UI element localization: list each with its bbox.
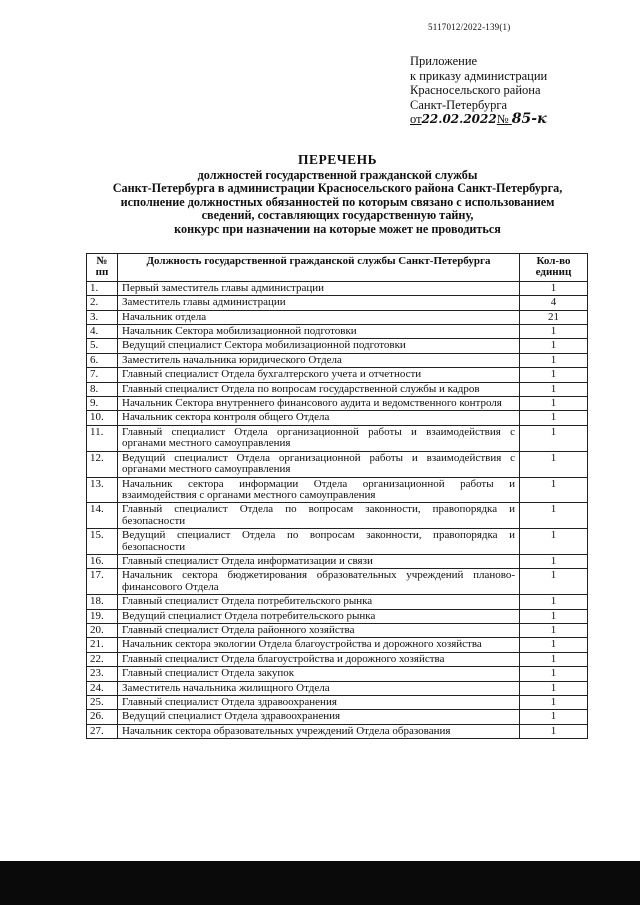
row-number: 13. — [87, 477, 118, 503]
appendix-line: Красносельского района — [410, 83, 541, 98]
heading-line: конкурс при назначении на которые может не проводиться — [174, 221, 501, 236]
table-row — [87, 477, 588, 503]
row-count: 1 — [520, 451, 588, 477]
heading-title: ПЕРЕЧЕНЬ — [297, 152, 378, 167]
positions-table — [86, 253, 588, 739]
row-number: 20. — [87, 623, 118, 637]
table-row — [87, 724, 588, 738]
table-body — [87, 281, 588, 738]
row-count: 1 — [520, 477, 588, 503]
table-row — [87, 353, 588, 367]
table-row — [87, 310, 588, 324]
document-number: 5117012/2022-139(1) — [428, 22, 511, 32]
row-number: 9. — [87, 397, 118, 411]
table-row — [87, 451, 588, 477]
row-number: 10. — [87, 411, 118, 425]
table-row — [87, 696, 588, 710]
row-count: 1 — [520, 397, 588, 411]
row-position: Начальник сектора контроля общего Отдела — [118, 411, 520, 425]
row-number: 15. — [87, 529, 118, 555]
row-position: Начальник сектора информации Отдела организационной работы и взаимодействия с органами местного самоуправления — [118, 477, 520, 503]
row-count: 1 — [520, 681, 588, 695]
row-position: Начальник Сектора внутреннего финансового аудита и ведомственного контроля — [118, 397, 520, 411]
appendix-date-line — [410, 112, 547, 127]
row-position: Начальник сектора образовательных учреждений Отдела образования — [118, 724, 520, 738]
row-count: 1 — [520, 368, 588, 382]
heading-line: исполнение должностных обязанностей по которым связано с использованием — [120, 194, 555, 209]
row-number: 19. — [87, 609, 118, 623]
table-row — [87, 503, 588, 529]
table-row — [87, 554, 588, 568]
row-count: 4 — [520, 296, 588, 310]
row-count: 1 — [520, 652, 588, 666]
row-count: 1 — [520, 609, 588, 623]
row-number: 23. — [87, 667, 118, 681]
row-position: Главный специалист Отдела благоустройства и дорожного хозяйства — [118, 652, 520, 666]
row-position: Ведущий специалист Отдела организационной работы и взаимодействия с органами местного самоуправления — [118, 451, 520, 477]
handwritten-date: 22.02.2022 — [421, 112, 497, 127]
table-row — [87, 638, 588, 652]
row-count: 1 — [520, 710, 588, 724]
row-number: 25. — [87, 696, 118, 710]
table-row — [87, 281, 588, 295]
row-count: 1 — [520, 638, 588, 652]
row-count: 1 — [520, 281, 588, 295]
heading-line: должностей государственной гражданской службы — [197, 167, 478, 182]
table-row — [87, 609, 588, 623]
handwritten-number: 85-к — [511, 111, 547, 128]
row-position: Ведущий специалист Отдела потребительского рынка — [118, 609, 520, 623]
row-position: Главный специалист Отдела по вопросам государственной службы и кадров — [118, 382, 520, 396]
row-number: 26. — [87, 710, 118, 724]
row-position: Ведущий специалист Отдела по вопросам законности, правопорядка и безопасности — [118, 529, 520, 555]
row-number: 2. — [87, 296, 118, 310]
appendix-block — [410, 54, 547, 127]
row-count: 1 — [520, 325, 588, 339]
row-count: 1 — [520, 724, 588, 738]
table-row — [87, 710, 588, 724]
number-prefix: № — [496, 112, 509, 127]
heading-line: сведений, составляющих государственную тайну, — [201, 208, 474, 223]
row-number: 22. — [87, 652, 118, 666]
row-count: 1 — [520, 529, 588, 555]
scan-bottom-edge — [0, 861, 640, 905]
row-number: 1. — [87, 281, 118, 295]
appendix-line: к приказу администрации — [410, 68, 548, 83]
date-prefix: от — [410, 112, 422, 127]
row-position: Ведущий специалист Отдела здравоохранения — [118, 710, 520, 724]
table-header-row — [87, 254, 588, 282]
header-position: Должность государственной гражданской службы Санкт-Петербурга — [118, 254, 520, 282]
row-position: Главный специалист Отдела районного хозяйства — [118, 623, 520, 637]
table-row — [87, 411, 588, 425]
row-count: 21 — [520, 310, 588, 324]
heading-line: Санкт-Петербурга в администрации Красносельского района Санкт-Петербурга, — [112, 181, 563, 196]
table-row — [87, 623, 588, 637]
header-num: № пп — [87, 254, 118, 282]
row-count: 1 — [520, 503, 588, 529]
row-number: 4. — [87, 325, 118, 339]
row-number: 3. — [87, 310, 118, 324]
row-position: Первый заместитель главы администрации — [118, 281, 520, 295]
row-position: Ведущий специалист Сектора мобилизационной подготовки — [118, 339, 520, 353]
appendix-line: Санкт-Петербурга — [410, 97, 508, 112]
row-position: Главный специалист Отдела закупок — [118, 667, 520, 681]
row-count: 1 — [520, 554, 588, 568]
table-row — [87, 529, 588, 555]
row-position: Главный специалист Отдела организационной работы и взаимодействия с органами местного самоуправления — [118, 425, 520, 451]
row-number: 8. — [87, 382, 118, 396]
document-heading — [80, 153, 595, 237]
row-count: 1 — [520, 425, 588, 451]
row-position: Начальник сектора бюджетирования образовательных учреждений планово-финансового Отдела — [118, 569, 520, 595]
row-count: 1 — [520, 595, 588, 609]
row-number: 24. — [87, 681, 118, 695]
row-count: 1 — [520, 623, 588, 637]
row-number: 21. — [87, 638, 118, 652]
row-position: Главный специалист Отдела по вопросам законности, правопорядка и безопасности — [118, 503, 520, 529]
row-number: 17. — [87, 569, 118, 595]
row-number: 11. — [87, 425, 118, 451]
table-row — [87, 425, 588, 451]
table-row — [87, 652, 588, 666]
row-number: 12. — [87, 451, 118, 477]
table-row — [87, 325, 588, 339]
header-count: Кол-во единиц — [520, 254, 588, 282]
row-position: Главный специалист Отдела бухгалтерского учета и отчетности — [118, 368, 520, 382]
table-row — [87, 667, 588, 681]
row-position: Заместитель главы администрации — [118, 296, 520, 310]
table-row — [87, 681, 588, 695]
table-row — [87, 397, 588, 411]
table-row — [87, 368, 588, 382]
row-count: 1 — [520, 696, 588, 710]
row-count: 1 — [520, 353, 588, 367]
row-number: 14. — [87, 503, 118, 529]
row-position: Заместитель начальника юридического Отдела — [118, 353, 520, 367]
row-count: 1 — [520, 339, 588, 353]
row-count: 1 — [520, 382, 588, 396]
row-position: Главный специалист Отдела информатизации и связи — [118, 554, 520, 568]
row-count: 1 — [520, 569, 588, 595]
row-number: 18. — [87, 595, 118, 609]
table-row — [87, 569, 588, 595]
row-position: Начальник Сектора мобилизационной подготовки — [118, 325, 520, 339]
table-row — [87, 382, 588, 396]
row-number: 6. — [87, 353, 118, 367]
table-row — [87, 595, 588, 609]
appendix-line: Приложение — [410, 54, 478, 68]
row-count: 1 — [520, 411, 588, 425]
row-number: 16. — [87, 554, 118, 568]
row-number: 27. — [87, 724, 118, 738]
row-number: 7. — [87, 368, 118, 382]
table-row — [87, 296, 588, 310]
row-count: 1 — [520, 667, 588, 681]
row-number: 5. — [87, 339, 118, 353]
row-position: Заместитель начальника жилищного Отдела — [118, 681, 520, 695]
row-position: Начальник сектора экологии Отдела благоустройства и дорожного хозяйства — [118, 638, 520, 652]
row-position: Главный специалист Отдела здравоохранения — [118, 696, 520, 710]
table-row — [87, 339, 588, 353]
row-position: Начальник отдела — [118, 310, 520, 324]
row-position: Главный специалист Отдела потребительского рынка — [118, 595, 520, 609]
